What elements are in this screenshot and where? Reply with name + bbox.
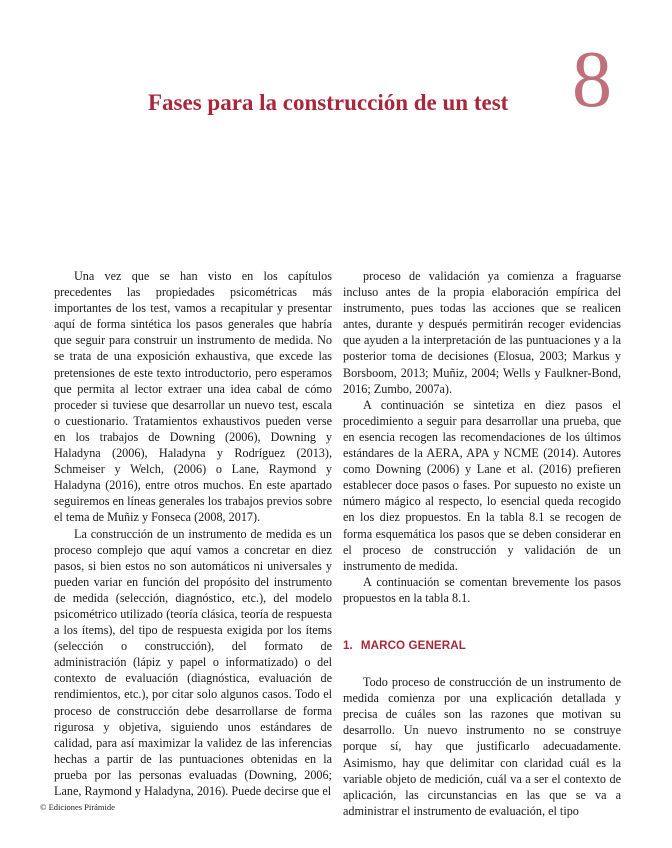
paragraph: proceso de validación ya comienza a fraguarse incluso antes de la propia elaboración empírica del instrumento, pues todas las acciones que se realicen antes, durante y después permitirán recoger evidencias que ayuden a la interpretación de las puntuaciones y a la posterior toma de decisiones (Elosua, 2003; Markus y Borsboom, 2013; Muñiz, 2004; Wells y Faulkner-Bond, 2016; Zumbo, 2007a).	[343, 269, 621, 396]
paragraph: Todo proceso de construcción de un instrumento de medida comienza por una explicación detallada y precisa de cuáles son las razones que motivan su desarrollo. Un nuevo instrumento no se construye porque sí, hay que justificarlo adecuadamente. Asimismo, hay que delimitar con claridad cuál es la variable objeto de medición, cuál va a ser el contexto de aplicación, las circunstancias en las que se va a administrar el instrumento de evaluación, el tipo	[343, 675, 621, 818]
section-heading	[343, 638, 621, 654]
footer-copyright: © Ediciones Pirámide	[40, 802, 115, 812]
chapter-number: 8	[572, 36, 612, 124]
paragraph: A continuación se sintetiza en diez pasos el procedimiento a seguir para desarrollar una prueba, que en esencia recogen las recomendaciones de los últimos estándares de la AERA, APA y NCME (2014). Autores como Downing (2006) y Lane et al. (2016) prefieren establecer doce pasos o fases. Por supuesto no existe un número mágico al respecto, lo esencial queda recogido en los diez propuestos. En la tabla 8.1 se recogen de forma esquemática los pasos que se deben considerar en el proceso de construcción y validación de un instrumento de medida.	[343, 397, 621, 573]
paragraph: A continuación se comentan brevemente los pasos propuestos en la tabla 8.1.	[343, 574, 621, 605]
section-title: MARCO GENERAL	[360, 638, 466, 652]
chapter-title: Fases para la construcción de un test	[148, 90, 509, 115]
section-number: 1.	[343, 638, 353, 652]
paragraph: La construcción de un instrumento de medida es un proceso complejo que aquí vamos a concretar en diez pasos, si bien estos no son automáticos ni universales y pueden variar en función del propósito del instrumento de medida (selección, diagnóstico, etc.), del modelo psicométrico utilizado (teoría clásica, teoría de respuesta a los ítems), del tipo de respuesta exigida por los ítems (selección o construcción), del formato de administración (lápiz y papel o informatizado) o del contexto de evaluación (diagnóstica, evaluación de rendimientos, etc.), por citar solo algunos casos. Todo el proceso de construcción debe desarrollarse de forma rigurosa y objetiva, siguiendo unos estándares de calidad, para así maximizar la validez de las inferencias hechas a partir de las puntuaciones obtenidas en la prueba por las personas evaluadas (Downing, 2006; Lane, Raymond y Haladyna, 2016). Puede decirse que el	[54, 526, 332, 798]
left-column	[54, 268, 332, 799]
right-column	[343, 268, 621, 819]
paragraph: Una vez que se han visto en los capítulos precedentes las propiedades psicométricas más importantes de los test, vamos a recapitular y presentar aquí de forma sintética los pasos generales que habría que seguir para construir un instrumento de medida. No se trata de una exposición exhaustiva, que excede las pretensiones de este texto introductorio, pero esperamos que permita al lector extraer una idea cabal de cómo proceder si tuviese que desarrollar un nuevo test, escala o cuestionario. Tratamientos exhaustivos pueden verse en los trabajos de Downing (2006), Downing y Haladyna (2006), Haladyna y Rodríguez (2013), Schmeiser y Welch, (2006) o Lane, Raymond y Haladyna (2016), entre otros muchos. En este apartado seguiremos en líneas generales los trabajos previos sobre el tema de Muñiz y Fonseca (2008, 2017).	[54, 269, 332, 525]
